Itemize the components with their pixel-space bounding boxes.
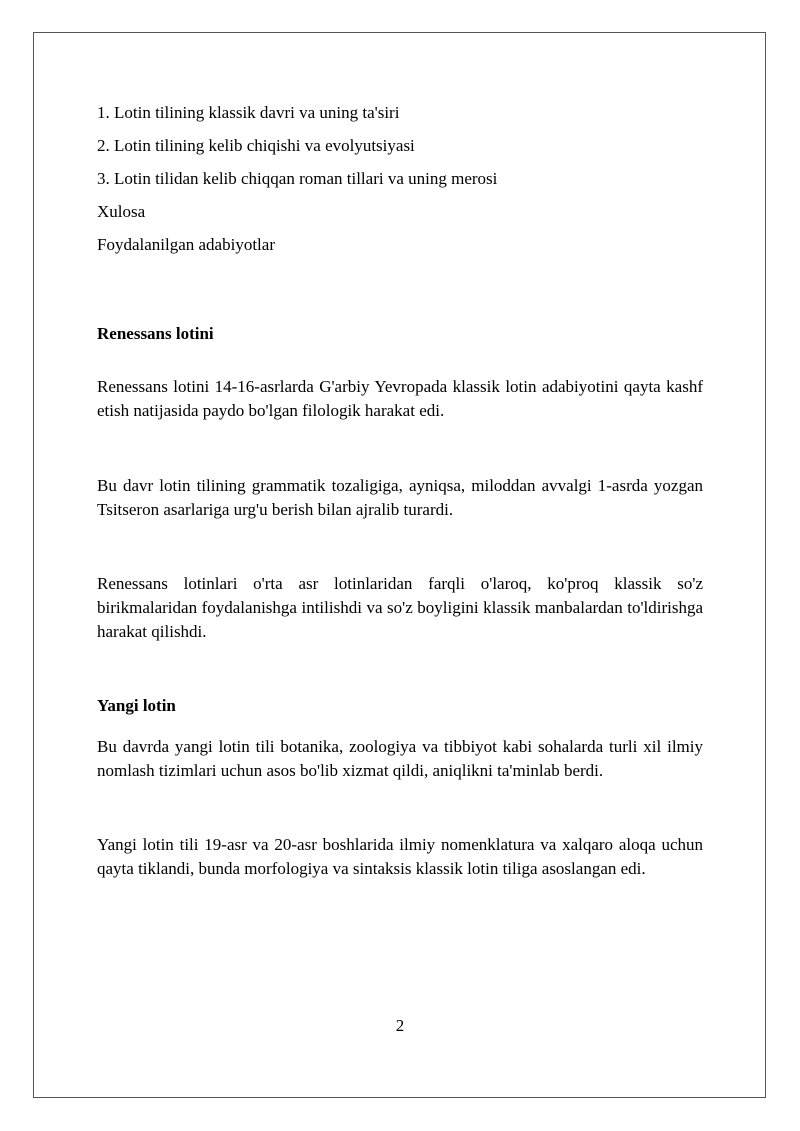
paragraph-renaissance-2: Bu davr lotin tilining grammatik tozaligiga, ayniqsa, miloddan avvalgi 1-asrda yozgan Tsitseron asarlariga urg'u berish bilan ajralib turardi.: [97, 476, 703, 519]
toc-item-conclusion: Xulosa: [97, 202, 146, 221]
paragraph-new-latin-1: Bu davrda yangi lotin tili botanika, zoologiya va tibbiyot kabi sohalarda turli xil ilmiy nomlash tizimlari uchun asos bo'lib xizmat qildi, aniqlikni ta'minlab berdi.: [97, 737, 703, 780]
paragraph-new-latin-2: Yangi lotin tili 19-asr va 20-asr boshlarida ilmiy nomenklatura va xalqaro aloqa uchun qayta tiklandi, bunda morfologiya va sintaksis klassik lotin tiliga asoslangan edi.: [97, 835, 703, 878]
toc-item-3: 3. Lotin tilidan kelib chiqqan roman tillari va uning merosi: [97, 169, 498, 188]
page-number: 2: [395, 1016, 405, 1035]
table-of-contents: [97, 96, 703, 261]
toc-item-references: Foydalanilgan adabiyotlar: [97, 235, 275, 254]
toc-item-2: 2. Lotin tilining kelib chiqishi va evolyutsiyasi: [97, 136, 415, 155]
paragraph-renaissance-3: Renessans lotinlari o'rta asr lotinlaridan farqli o'laroq, ko'proq klassik so'z birikmalaridan foydalanishga intilishdi va so'z boyligini klassik manbalardan to'ldirishga harakat qilishdi.: [97, 574, 703, 641]
toc-item-1: 1. Lotin tilining klassik davri va uning ta'siri: [97, 103, 400, 122]
paragraph-renaissance-1: Renessans lotini 14-16-asrlarda G'arbiy Yevropada klassik lotin adabiyotini qayta kashf etish natijasida paydo bo'lgan filologik harakat edi.: [97, 377, 703, 420]
heading-new-latin: Yangi lotin: [97, 696, 176, 715]
heading-renaissance-latin: Renessans lotini: [97, 324, 214, 343]
